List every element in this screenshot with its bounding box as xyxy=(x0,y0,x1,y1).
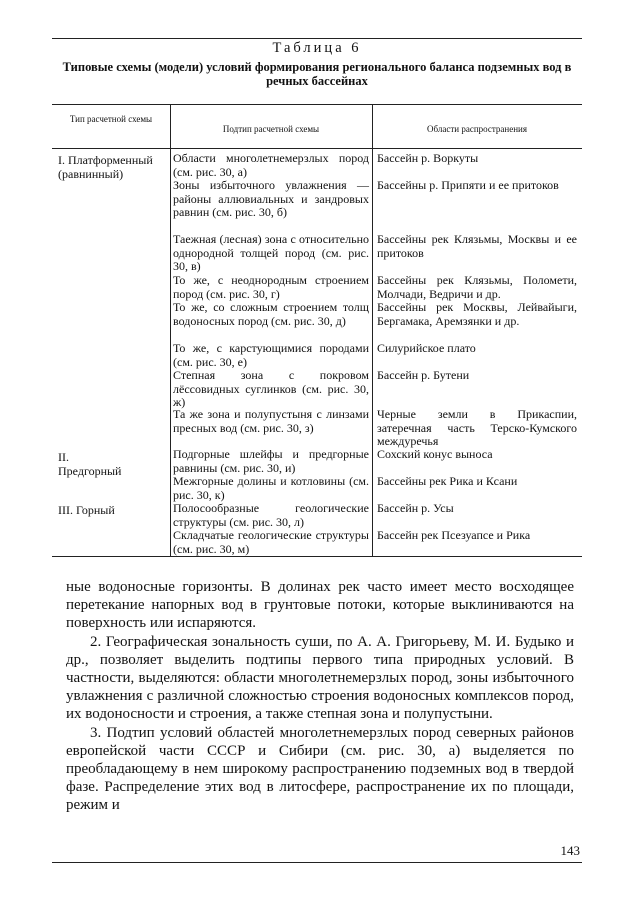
header-subtype: Подтип расчетной схемы xyxy=(222,124,320,134)
header-regions: Области распространения xyxy=(427,124,527,134)
type-platform: I. Платформенный (равнинный) xyxy=(58,153,153,181)
subtype-cell: Та же зона и полупустыня с линзами пресных вод (см. рис. 30, з) xyxy=(173,407,369,435)
type-mountain: III. Горный xyxy=(58,503,115,517)
bottom-rule xyxy=(52,862,582,863)
region-cell: Сохский конус выноса xyxy=(377,447,493,461)
top-rule xyxy=(52,38,582,39)
table-bottom-rule xyxy=(52,556,582,557)
subtype-cell: То же, с карстующимися породами (см. рис. 30, е) xyxy=(173,341,369,369)
type-foothill: II. Предгорный xyxy=(58,450,122,478)
region-cell: Бассейн р. Бутени xyxy=(377,368,470,382)
paragraph: 2. Географическая зональность суши, по А. А. Григорьеву, М. И. Будыко и др., позволяет выделить подтипы первого типа природных условий. В частности, выделяются: области многолетнемерзлых пород, зоны избыточного увлажнения с различной сложностью строения водоносных комплексов пород, их водоносности и строения, а также степная зона и полупустыни. xyxy=(66,633,574,723)
table-top-rule xyxy=(52,104,582,105)
body-text xyxy=(66,578,574,815)
region-cell: Силурийское плато xyxy=(377,341,476,355)
subtype-cell: Складчатые геологические структуры (см. рис. 30, м) xyxy=(173,528,369,556)
column-divider-1 xyxy=(170,104,171,556)
region-cell: Бассейн рек Псезуапсе и Рика xyxy=(377,528,531,542)
subtype-cell: То же, с неоднородным строением пород (см. рис. 30, г) xyxy=(173,273,369,301)
subtype-cell: Области многолетнемерзлых пород (см. рис. 30, а) xyxy=(173,151,369,179)
region-cell: Черные земли в Прикаспии, затеречная часть Терско-Кумского междуречья xyxy=(377,407,577,448)
paragraph: ные водоносные горизонты. В долинах рек часто имеет место восходящее перетекание напорных вод в грунтовые потоки, которые выклиниваются на поверхность или испаряются. xyxy=(66,579,574,632)
subtype-cell: Зоны избыточного увлажнения — районы аллювиальных и зандровых равнин (см. рис. 30, б) xyxy=(173,178,369,219)
region-cell: Бассейны рек Рика и Ксани xyxy=(377,474,518,488)
region-cell: Бассейн р. Воркуты xyxy=(377,151,479,165)
subtype-cell: Степная зона с покровом лёссовидных суглинков (см. рис. 30, ж) xyxy=(173,368,369,409)
region-cell: Бассейны р. Припяти и ее притоков xyxy=(377,178,559,192)
subtype-cell: Таежная (лесная) зона с относительно однородной толщей пород (см. рис. 30, в) xyxy=(173,232,369,273)
table-header-rule xyxy=(52,148,582,149)
table-title: Типовые схемы (модели) условий формирования регионального баланса подземных вод в речных бассейнах xyxy=(62,60,572,88)
subtype-cell: Подгорные шлейфы и предгорные равнины (см. рис. 30, и) xyxy=(173,447,369,475)
table-number: Таблица 6 xyxy=(272,40,362,56)
region-cell: Бассейн р. Усы xyxy=(377,501,454,515)
header-type: Тип расчетной схемы xyxy=(69,114,153,124)
subtype-cell: Полосообразные геологические структуры (см. рис. 30, л) xyxy=(173,501,369,529)
page-number: 143 xyxy=(560,843,580,858)
region-cell: Бассейны рек Клязьмы, Москвы и ее притоков xyxy=(377,232,577,260)
column-divider-2 xyxy=(372,104,373,556)
subtype-cell: То же, со сложным строением толщ водоносных пород (см. рис. 30, д) xyxy=(173,300,369,328)
region-cell: Бассейны рек Клязьмы, Поломети, Молчади, Ведричи и др. xyxy=(377,273,577,301)
region-cell: Бассейны рек Москвы, Лейвайыги, Бергамака, Аремзянки и др. xyxy=(377,300,577,328)
paragraph: 3. Подтип условий областей многолетнемерзлых пород северных районов европейской части СССР и Сибири (см. рис. 30, а) выделяется по преобладающему в нем широкому распространению подземных вод в твердой фазе. Распределение этих вод в литосфере, распространение их по площади, режим и xyxy=(66,724,574,814)
subtype-cell: Межгорные долины и котловины (см. рис. 30, к) xyxy=(173,474,369,502)
